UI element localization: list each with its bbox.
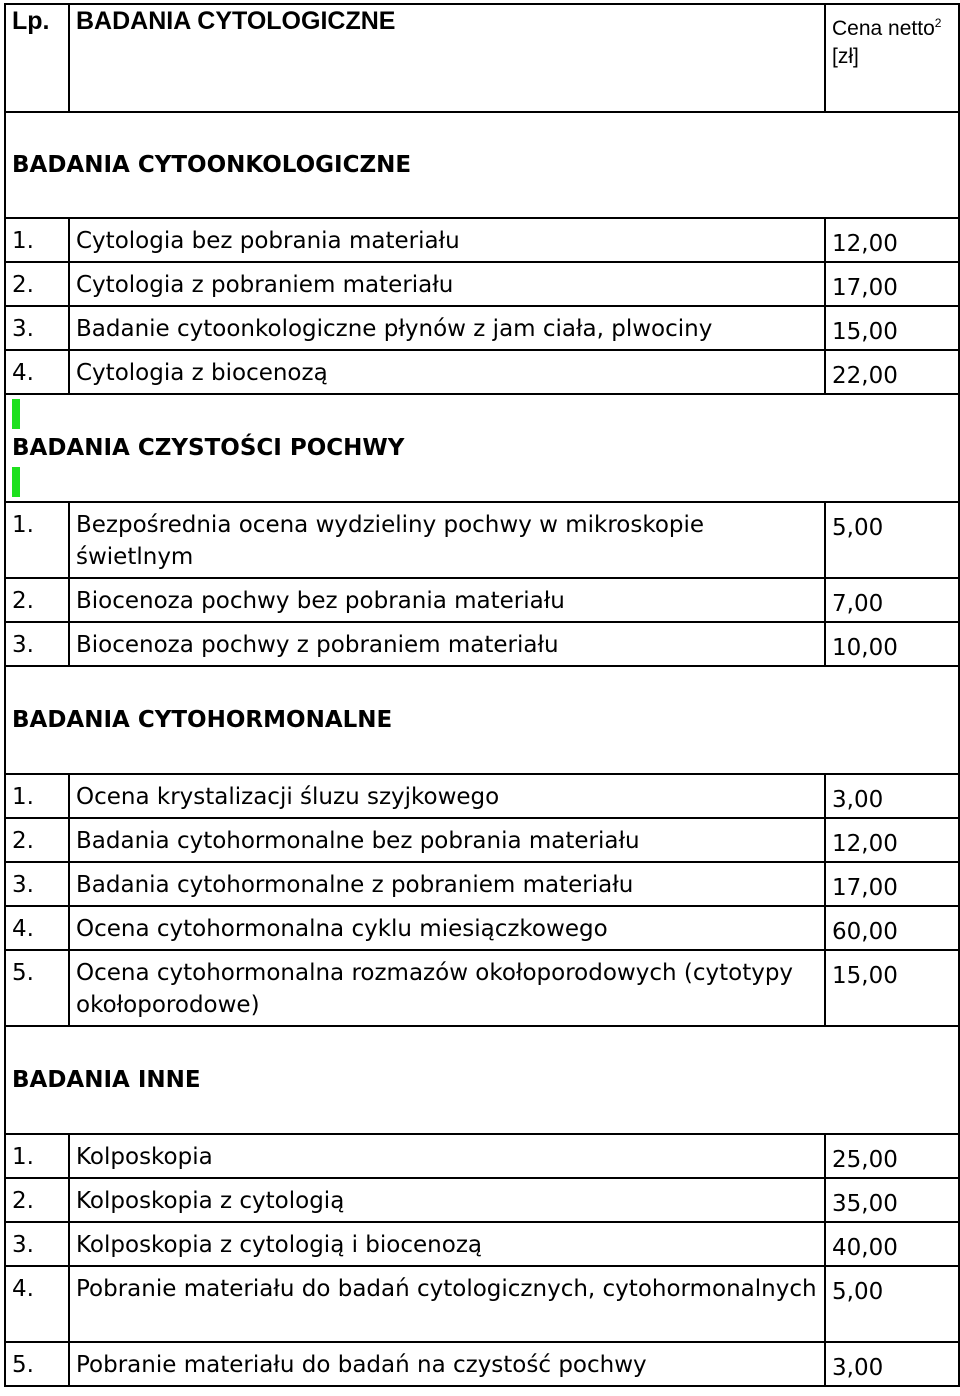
section-row bbox=[5, 112, 959, 218]
price-table bbox=[4, 3, 960, 1387]
row-service-name: Cytologia bez pobrania materiału bbox=[69, 218, 825, 262]
row-number: 1. bbox=[5, 218, 69, 262]
row-number: 1. bbox=[5, 1134, 69, 1178]
section-title: BADANIA CYTOHORMONALNE bbox=[5, 666, 959, 774]
section-title: BADANIA CZYSTOŚCI POCHWY bbox=[12, 435, 405, 461]
section-title: BADANIA INNE bbox=[5, 1026, 959, 1134]
row-price: 40,00 bbox=[825, 1222, 959, 1266]
row-service-name: Badania cytohormonalne z pobraniem materiału bbox=[69, 862, 825, 906]
row-service-name: Biocenoza pochwy z pobraniem materiału bbox=[69, 622, 825, 666]
row-service-name: Kolposkopia z cytologią i biocenozą bbox=[69, 1222, 825, 1266]
row-price: 15,00 bbox=[825, 306, 959, 350]
section-cell bbox=[5, 394, 959, 502]
row-price: 3,00 bbox=[825, 1342, 959, 1386]
row-number: 5. bbox=[5, 1342, 69, 1386]
row-number: 3. bbox=[5, 622, 69, 666]
row-number: 3. bbox=[5, 306, 69, 350]
row-number: 3. bbox=[5, 862, 69, 906]
row-number: 4. bbox=[5, 906, 69, 950]
row-price: 12,00 bbox=[825, 218, 959, 262]
row-number: 3. bbox=[5, 1222, 69, 1266]
row-number: 2. bbox=[5, 262, 69, 306]
row-number: 2. bbox=[5, 578, 69, 622]
table-row bbox=[5, 306, 959, 350]
row-price: 10,00 bbox=[825, 622, 959, 666]
row-service-name: Ocena krystalizacji śluzu szyjkowego bbox=[69, 774, 825, 818]
section-row bbox=[5, 1026, 959, 1134]
row-service-name: Pobranie materiału do badań cytologicznych, cytohormonalnych bbox=[69, 1266, 825, 1342]
table-row bbox=[5, 350, 959, 394]
row-price: 5,00 bbox=[825, 1266, 959, 1342]
row-price: 7,00 bbox=[825, 578, 959, 622]
price-header-label: Cena netto bbox=[832, 17, 935, 40]
table-row bbox=[5, 262, 959, 306]
table-row bbox=[5, 578, 959, 622]
row-number: 1. bbox=[5, 774, 69, 818]
table-title: BADANIA CYTOLOGICZNE bbox=[69, 4, 825, 112]
row-price: 3,00 bbox=[825, 774, 959, 818]
section-row bbox=[5, 666, 959, 774]
row-service-name: Badania cytohormonalne bez pobrania materiału bbox=[69, 818, 825, 862]
row-price: 25,00 bbox=[825, 1134, 959, 1178]
row-service-name: Pobranie materiału do badań na czystość pochwy bbox=[69, 1342, 825, 1386]
section-title: BADANIA CYTOONKOLOGICZNE bbox=[5, 112, 959, 218]
row-service-name: Bezpośrednia ocena wydzieliny pochwy w mikroskopie świetlnym bbox=[69, 502, 825, 578]
row-service-name: Biocenoza pochwy bez pobrania materiału bbox=[69, 578, 825, 622]
row-price: 22,00 bbox=[825, 350, 959, 394]
table-row bbox=[5, 502, 959, 578]
table-row bbox=[5, 1342, 959, 1386]
table-row bbox=[5, 1222, 959, 1266]
price-header bbox=[825, 4, 959, 112]
table-row bbox=[5, 1266, 959, 1342]
table-row bbox=[5, 774, 959, 818]
row-service-name: Badanie cytoonkologiczne płynów z jam ciała, plwociny bbox=[69, 306, 825, 350]
lp-header: Lp. bbox=[5, 4, 69, 112]
row-price: 17,00 bbox=[825, 862, 959, 906]
highlight-marker bbox=[12, 467, 20, 497]
row-price: 12,00 bbox=[825, 818, 959, 862]
row-number: 5. bbox=[5, 950, 69, 1026]
row-service-name: Cytologia z pobraniem materiału bbox=[69, 262, 825, 306]
row-price: 15,00 bbox=[825, 950, 959, 1026]
section-row bbox=[5, 394, 959, 502]
row-service-name: Ocena cytohormonalna cyklu miesiączkowego bbox=[69, 906, 825, 950]
row-service-name: Kolposkopia z cytologią bbox=[69, 1178, 825, 1222]
table-row bbox=[5, 1178, 959, 1222]
highlight-marker bbox=[12, 399, 20, 429]
table-row bbox=[5, 218, 959, 262]
table-row bbox=[5, 906, 959, 950]
price-header-unit: [zł] bbox=[832, 45, 859, 68]
table-header-row bbox=[5, 4, 959, 112]
footnote-marker: 2 bbox=[934, 16, 942, 30]
row-price: 35,00 bbox=[825, 1178, 959, 1222]
row-service-name: Kolposkopia bbox=[69, 1134, 825, 1178]
row-number: 2. bbox=[5, 818, 69, 862]
table-row bbox=[5, 1134, 959, 1178]
row-price: 5,00 bbox=[825, 502, 959, 578]
row-service-name: Ocena cytohormonalna rozmazów okołoporodowych (cytotypy okołoporodowe) bbox=[69, 950, 825, 1026]
row-number: 4. bbox=[5, 1266, 69, 1342]
table-row bbox=[5, 950, 959, 1026]
row-number: 4. bbox=[5, 350, 69, 394]
row-number: 1. bbox=[5, 502, 69, 578]
table-row bbox=[5, 622, 959, 666]
row-service-name: Cytologia z biocenozą bbox=[69, 350, 825, 394]
row-number: 2. bbox=[5, 1178, 69, 1222]
table-row bbox=[5, 862, 959, 906]
row-price: 60,00 bbox=[825, 906, 959, 950]
row-price: 17,00 bbox=[825, 262, 959, 306]
table-row bbox=[5, 818, 959, 862]
